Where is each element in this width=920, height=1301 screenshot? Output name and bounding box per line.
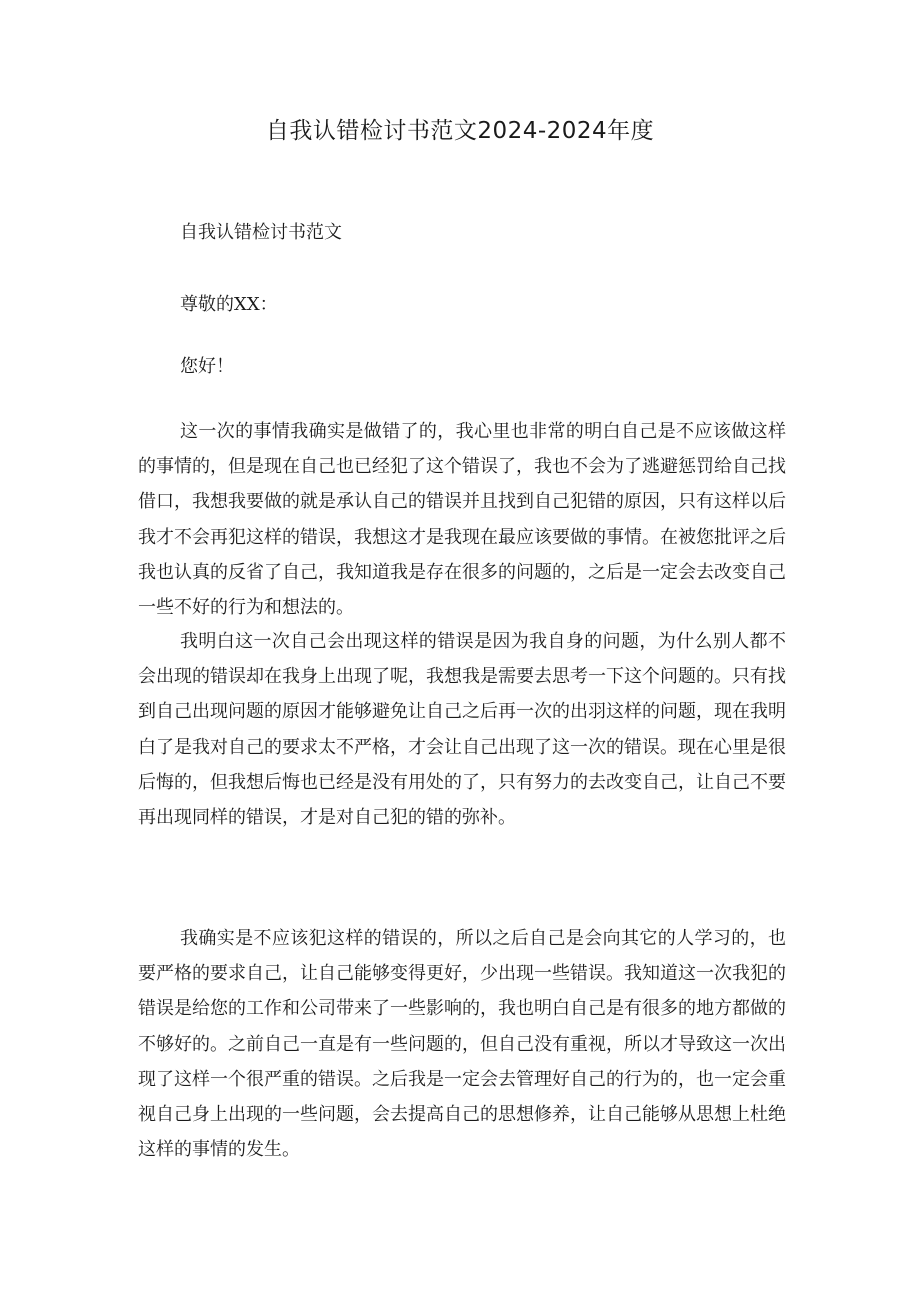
body-paragraph-1: 这一次的事情我确实是做错了的，我心里也非常的明白自己是不应该做这样的事情的，但是现在自己也已经犯了这个错误了，我也不会为了逃避惩罚给自己找借口，我想我要做的就是承认自己的错误并且找到自己犯错的原因，只有这样以后我才不会再犯这样的错误，我想这才是我现在最应该要做的事情。在被您批评之后我也认真的反省了自己，我知道我是存在很多的问题的，之后是一定会去改变自己一些不好的行为和想法的。 [138, 421, 786, 619]
greeting: 您好！ [180, 356, 234, 377]
body-paragraph-2: 我明白这一次自己会出现这样的错误是因为我自身的问题，为什么别人都不会出现的错误却在我身上出现了呢，我想我是需要去思考一下这个问题的。只有找到自己出现问题的原因才能够避免让自己之后再一次的出羽这样的问题，现在我明白了是我对自己的要求太不严格，才会让自己出现了这一次的错误。现在心里是很后悔的，但我想后悔也已经是没有用处的了，只有努力的去改变自己，让自己不要再出现同样的错误，才是对自己犯的错的弥补。 [138, 631, 786, 829]
document-subtitle: 自我认错检讨书范文 [180, 222, 342, 243]
salutation: 尊敬的XX： [180, 294, 278, 315]
body-paragraph-3: 我确实是不应该犯这样的错误的，所以之后自己是会向其它的人学习的，也要严格的要求自己，让自己能够变得更好，少出现一些错误。我知道这一次我犯的错误是给您的工作和公司带来了一些影响的，我也明白自己是有很多的地方都做的不够好的。之前自己一直是有一些问题的，但自己没有重视，所以才导致这一次出现了这样一个很严重的错误。之后我是一定会去管理好自己的行为的，也一定会重视自己身上出现的一些问题，会去提高自己的思想修养，让自己能够从思想上杜绝这样的事情的发生。 [138, 928, 786, 1161]
document-title: 自我认错检讨书范文2024-2024年度 [265, 118, 655, 144]
